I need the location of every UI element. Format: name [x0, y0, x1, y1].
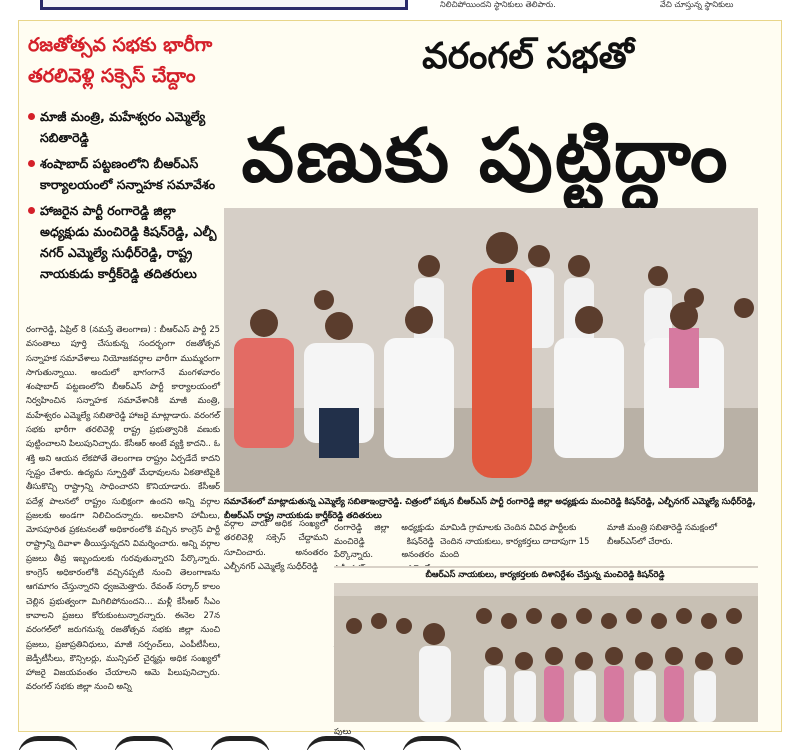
- top-note-right: వేచి చూస్తున్న స్థానికులు: [660, 0, 734, 9]
- top-strip: [0, 0, 800, 14]
- main-headline-line2: వణుకు పుట్టిద్దాం: [241, 113, 730, 199]
- top-note-left: నిలిచిపోయిందని స్థానికులు తెలిపారు.: [440, 0, 556, 9]
- main-photo: [224, 208, 758, 492]
- article-body-left: రంగారెడ్డి, ఏప్రిల్ 8 (నమస్తే తెలంగాణ) : బీఆర్ఎస్ పార్టీ 25 వసంతాలు పూర్తి చేసుకున్న సందర్భంగా రజతోత్సవ సన్నాహక సమావేశాలు నియోజకవర్గాల వారీగా ముమ్మరంగా సాగుతున్నాయి. అందులో భాగంగానే మంగళవారం శంషాబాద్ పట్టణంలోని బీఆర్ఎస్ పార్టీ కార్యాలయంలో నిర్వహించిన సన్నాహక సమావేశానికి మాజీ మంత్రి, మహేశ్వరం ఎమ్మెల్యే సబితారెడ్డి హాజరై మాట్లాడారు. వరంగల్ సభకు భారీగా తరలివెళ్లి రాష్ట్ర ప్రభుత్వానికి వణుకు పుట్టించాలని పిలుపునిచ్చారు. కేసీఆర్ అంటే వ్యక్తి కాదని.. ఓ శక్తి అని ఆయన లేకపోతే తెలంగాణ రాష్ట్రం ఏర్పడేదే కాదని స్పష్టం చేశారు. ఉద్యమ స్ఫూర్తితో మేధావులను ఏకతాటిపైకి తీసుకొచ్చి రాష్ట్రాన్ని సాధించారని కొనియాడారు. కేసీఆర్ పదేళ్ల పాలనలో రాష్ట్రం సుభిక్షంగా ఉందని అన్ని వర్గాల ప్రజలకు అండగా నిలిచిందన్నారు. అలవికాని హామీలు, మోసపూరిత ప్రకటనలతో అధికారంలోకి వచ్చిన కాంగ్రెస్ పార్టీ రాష్ట్రాన్ని దివాళా తీయిస్తున్నదని విమర్శించారు. అన్ని వర్గాల ప్రజలు తీవ్ర ఇబ్బందులకు గురవుతున్నారని పేర్కొన్నారు. కాంగ్రెస్ అధికారంలోకి వచ్చినప్పటి నుంచి తెలంగాణను ఆగమాగం చేస్తున్నారని ధ్వజమెత్తారు. రేవంత్ సర్కార్ కాలం చెల్లిన ప్రభుత్వంగా మిగిలిపోనుందని... మళ్లీ కేసీఆర్ సీఎం కావాలని ప్రజలు కోరుకుంటున్నారన్నారు. ఈనెల 27న వరంగల్‌లో జరుగనున్న రజతోత్సవ సభకు జిల్లా నుంచి ప్రజలు, ప్రజాప్రతినిధులు, మాజీ సర్పంచ్‌లు, ఎంపీటీసీలు, జెడ్పీటీసీలు, కౌన్సిలర్లు, మున్సిపల్ చైర్మన్లు అధిక సంఖ్యలో హాజరై విజయవంతం చేయాలని ఆమె పిలుపునిచ్చారు. వరంగల్ సభకు జిల్లా నుంచి అన్ని: [26, 324, 220, 692]
- article-body-col-a: రంగారెడ్డి జిల్లా అధ్యక్షుడు మంచిరెడ్డి కిషన్‌రెడ్డి పేర్కొన్నారు. అనంతరం పులు: [334, 522, 434, 736]
- article-body-mid: వర్గాల వారు అధిక సంఖ్యలో తరలివెళ్లి సక్సెస్ చేద్దామని సూచించారు. అనంతరం ఎల్బీనగర్ ఎమ్మెల్యే సుధీర్‌రెడ్డి: [224, 518, 328, 571]
- main-photo-caption: సమావేశంలో మాట్లాడుతున్న ఎమ్మెల్యే సబితాఇంద్రారెడ్డి. చిత్రంలో పక్కన బీఆర్ఎస్ పార్టీ రంగారెడ్డి జిల్లా అధ్యక్షుడు మంచిరెడ్డి కిషన్‌రెడ్డి, ఎల్బీనగర్ ఎమ్మెల్యే సుధీర్‌రెడ్డి, బీఆర్ఎస్ రాష్ట్ర నాయకుడు కార్తీక్‌రెడ్డి తదితరులు: [224, 496, 756, 520]
- second-photo-caption: బీఆర్ఎస్ నాయకులు, కార్యకర్తలకు దిశానిర్దేశం చేస్తున్న మంచిరెడ్డి కిషన్‌రెడ్డి: [330, 568, 760, 583]
- main-headline-line1: వరంగల్ సభతో: [422, 36, 634, 77]
- crowd-photo-illustration: [334, 566, 758, 722]
- next-article-headline-fragment: [18, 736, 538, 750]
- bullet-item: మాజీ మంత్రి, మహేశ్వరం ఎమ్మెల్యే సబితారెడ్డి: [28, 106, 218, 148]
- second-photo: [334, 566, 758, 722]
- article-body-col-b: మామిడి గ్రామాలకు చెందిన వివిధ పార్టీలకు చెందిన నాయకులు, కార్యకర్తలు దాదాపుగా 15 మంది: [440, 522, 590, 560]
- bullet-list: [28, 106, 218, 289]
- bullet-item: హాజరైన పార్టీ రంగారెడ్డి జిల్లా అధ్యక్షుడు మంచిరెడ్డి కిషన్‌రెడ్డి, ఎల్బీ నగర్ ఎమ్మెల్యే సుధీర్‌రెడ్డి, రాష్ట్ర నాయకుడు కార్తీక్‌రెడ్డి తదితరులు: [28, 200, 218, 284]
- sub-headline: రజతోత్సవ సభకు భారీగా తరలివెళ్లి సక్సెస్ చేద్దాం: [28, 34, 213, 87]
- meeting-photo-illustration: [224, 208, 758, 492]
- masthead-box: [40, 0, 408, 10]
- bullet-item: శంషాబాద్ పట్టణంలోని బీఆర్ఎస్ కార్యాలయంలో సన్నాహక సమావేశం: [28, 153, 218, 195]
- article-body-col-c: మాజీ మంత్రి సబితారెడ్డి సమక్షంలో బీఆర్ఎస్‌లో చేరారు.: [607, 522, 717, 546]
